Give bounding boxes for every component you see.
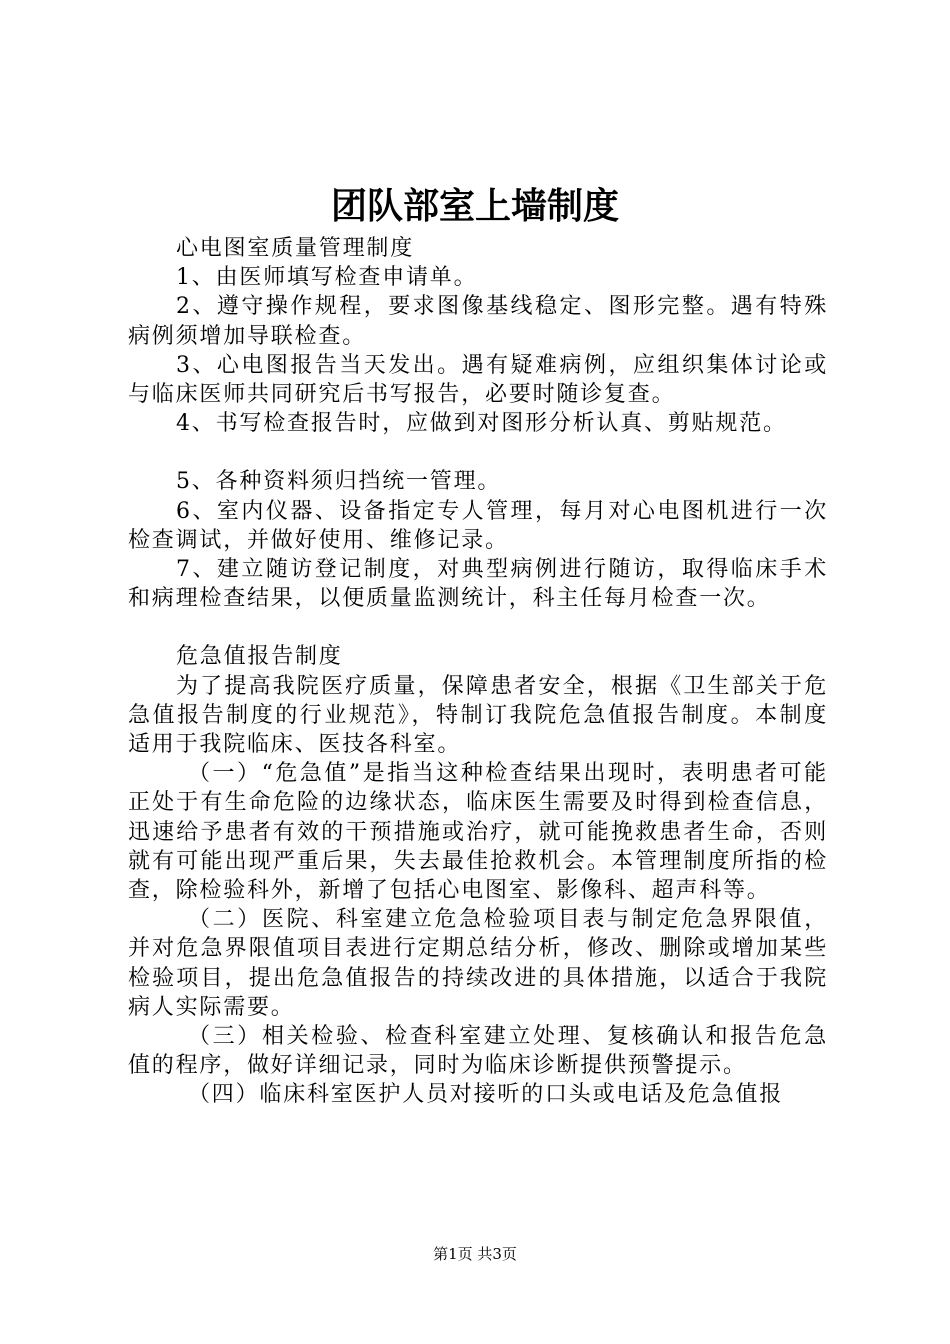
paragraph: （四）临床科室医护人员对接听的口头或电话及危急值报 — [188, 1082, 784, 1108]
document-body — [128, 234, 828, 1110]
paragraph: 6、室内仪器、设备指定专人管理，每月对心电图机进行一次检查调试，并做好使用、维修记录。 — [128, 498, 828, 553]
paragraph: 4、书写检查报告时，应做到对图形分析认真、剪贴规范。 — [176, 411, 787, 437]
paragraph: （三）相关检验、检查科室建立处理、复核确认和报告危急值的程序，做好详细记录，同时为临床诊断提供预警提示。 — [128, 1024, 828, 1079]
section-heading: 心电图室质量管理制度 — [176, 236, 415, 261]
paragraph: （二）医院、科室建立危急检验项目表与制定危急界限值，并对危急界限值项目表进行定期总结分析，修改、删除或增加某些检验项目，提出危急值报告的持续改进的具体措施，以适合于我院病人实际需要。 — [128, 907, 828, 1020]
paragraph: 2、遵守操作规程，要求图像基线稳定、图形完整。遇有特殊病例须增加导联检查。 — [128, 294, 828, 349]
paragraph: 1、由医师填写检查申请单。 — [176, 265, 478, 291]
document-title: 团队部室上墙制度 — [330, 186, 619, 227]
paragraph: 3、心电图报告当天发出。遇有疑难病例，应组织集体讨论或与临床医师共同研究后书写报告，必要时随诊复查。 — [128, 352, 828, 408]
paragraph: （一）“危急值”是指当这种检查结果出现时，表明患者可能正处于有生命危险的边缘状态，临床医生需要及时得到检查信息，迅速给予患者有效的干预措施或治疗，就可能挽救患者生命，否则就有可能出现严重后果，失去最佳抢救机会。本管理制度所指的检查，除检验科外，新增了包括心电图室、影像科、超声科等。 — [128, 761, 828, 904]
paragraph: 5、各种资料须归挡统一管理。 — [176, 469, 502, 495]
page-number-footer: 第1页 共3页 — [433, 1245, 517, 1263]
paragraph: 7、建立随访登记制度，对典型病例进行随访，取得临床手术和病理检查结果，以便质量监测统计，科主任每月检查一次。 — [128, 557, 828, 612]
paragraph: 为了提高我院医疗质量，保障患者安全，根据《卫生部关于危急值报告制度的行业规范》，特制订我院危急值报告制度。本制度适用于我院临床、医技各科室。 — [128, 673, 828, 758]
section-heading: 危急值报告制度 — [176, 644, 343, 670]
